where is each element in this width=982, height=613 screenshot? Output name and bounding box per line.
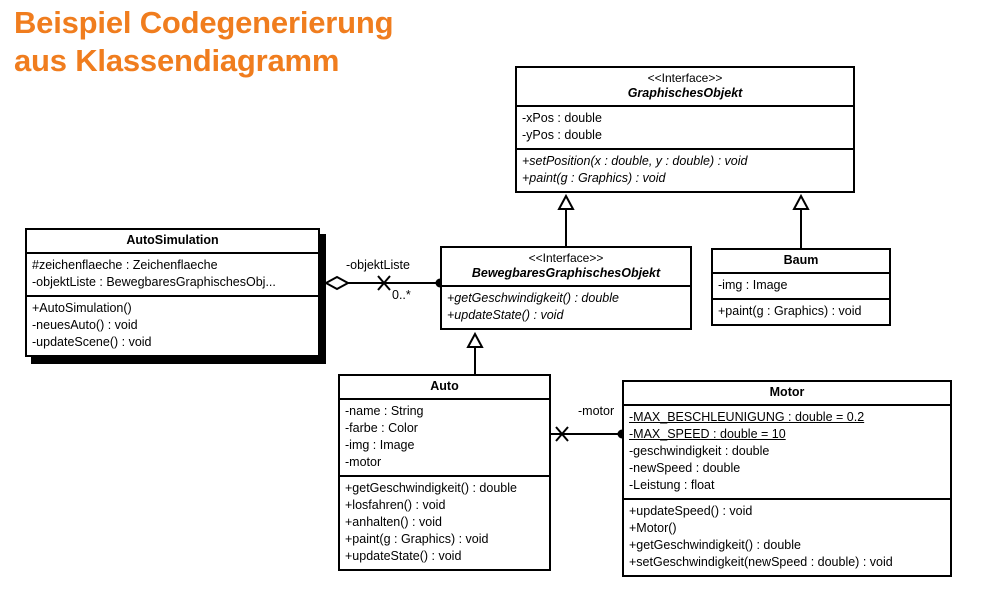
class-name: Motor xyxy=(769,385,805,399)
class-operation: +Motor() xyxy=(629,521,677,535)
class-auto[interactable] xyxy=(338,374,551,571)
class-auto-simulation[interactable] xyxy=(25,228,320,357)
class-header xyxy=(340,376,549,398)
class-name: Baum xyxy=(783,253,819,267)
class-attribute: -newSpeed : double xyxy=(629,461,741,475)
class-motor[interactable] xyxy=(622,380,952,577)
class-operation: +paint(g : Graphics) : void xyxy=(345,532,489,546)
edge-label-objektliste: -objektListe xyxy=(346,258,410,272)
class-graphisches-objekt[interactable] xyxy=(515,66,855,193)
class-name: AutoSimulation xyxy=(126,233,219,247)
class-operation: +setPosition(x : double, y : double) : void xyxy=(522,154,748,168)
class-stereotype: <<Interface>> xyxy=(647,71,723,85)
class-operation: -updateScene() : void xyxy=(32,335,152,349)
class-header xyxy=(27,230,318,252)
class-attribute: -motor xyxy=(345,455,382,469)
class-operation: +setGeschwindigkeit(newSpeed : double) : void xyxy=(629,555,893,569)
class-operations xyxy=(340,475,549,569)
class-operation: +updateSpeed() : void xyxy=(629,504,753,518)
class-attribute: -name : String xyxy=(345,404,424,418)
class-operations xyxy=(27,295,318,355)
class-operation: +updateState() : void xyxy=(345,549,462,563)
page-title-line1: Beispiel Codegenerierung xyxy=(14,5,394,40)
edge-label-motor: -motor xyxy=(578,404,615,418)
class-attribute: -Leistung : float xyxy=(629,478,715,492)
class-operation: +getGeschwindigkeit() : double xyxy=(447,291,619,305)
class-attributes xyxy=(517,105,853,148)
class-header xyxy=(442,248,690,285)
class-attribute: -img : Image xyxy=(718,278,788,292)
class-header xyxy=(624,382,950,404)
class-name: Auto xyxy=(430,379,459,393)
class-operations xyxy=(442,285,690,328)
class-operations xyxy=(624,498,950,575)
class-operations xyxy=(517,148,853,191)
class-attribute: -MAX_BESCHLEUNIGUNG : double = 0.2 xyxy=(629,410,865,424)
class-attribute: #zeichenflaeche : Zeichenflaeche xyxy=(32,258,218,272)
class-baum[interactable] xyxy=(711,248,891,326)
class-attributes xyxy=(27,252,318,295)
class-operation: +getGeschwindigkeit() : double xyxy=(629,538,801,552)
class-operation: +updateState() : void xyxy=(447,308,564,322)
class-operation: +AutoSimulation() xyxy=(32,301,132,315)
class-header xyxy=(713,250,889,272)
page-title-line2: aus Klassendiagramm xyxy=(14,43,340,78)
edge-label-objektliste-multiplicity: 0..* xyxy=(392,288,411,302)
class-name: GraphischesObjekt xyxy=(627,86,743,100)
class-operation: +losfahren() : void xyxy=(345,498,446,512)
class-stereotype: <<Interface>> xyxy=(528,251,604,265)
class-attribute: -geschwindigkeit : double xyxy=(629,444,770,458)
class-operations xyxy=(713,298,889,324)
class-header xyxy=(517,68,853,105)
class-name: BewegbaresGraphischesObjekt xyxy=(471,266,661,280)
class-operation: +anhalten() : void xyxy=(345,515,442,529)
class-attributes xyxy=(340,398,549,475)
class-operation: +paint(g : Graphics) : void xyxy=(718,304,862,318)
class-operation: +getGeschwindigkeit() : double xyxy=(345,481,517,495)
class-attribute: -MAX_SPEED : double = 10 xyxy=(629,427,786,441)
class-operation: -neuesAuto() : void xyxy=(32,318,138,332)
class-attribute: -farbe : Color xyxy=(345,421,418,435)
class-attributes xyxy=(624,404,950,498)
class-bewegbares-graphisches-objekt[interactable] xyxy=(440,246,692,330)
class-operation: +paint(g : Graphics) : void xyxy=(522,171,666,185)
class-attribute: -img : Image xyxy=(345,438,415,452)
class-attribute: -xPos : double xyxy=(522,111,602,125)
class-attribute: -yPos : double xyxy=(522,128,602,142)
class-attributes xyxy=(713,272,889,298)
class-attribute: -objektListe : BewegbaresGraphischesObj... xyxy=(32,275,276,289)
